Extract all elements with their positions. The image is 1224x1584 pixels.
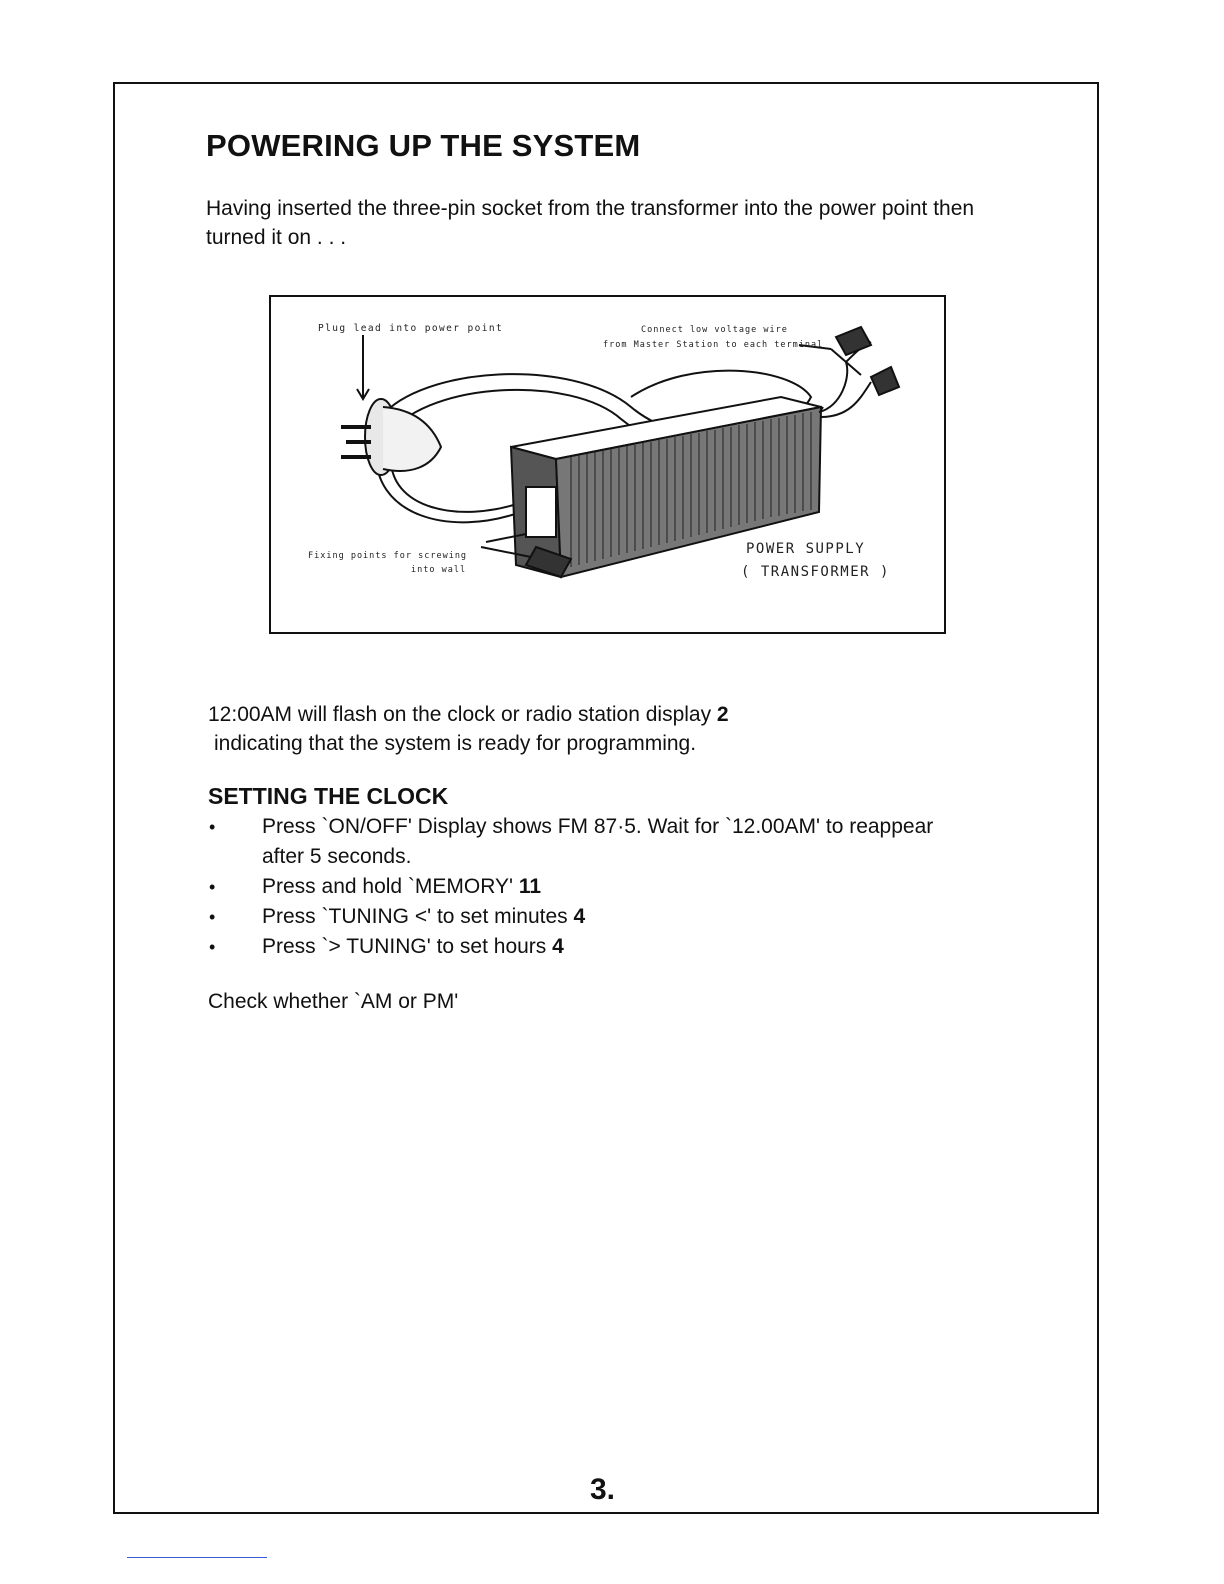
transformer-illustration <box>269 295 946 634</box>
step-ref-number: 4 <box>573 905 586 928</box>
label-power-supply: POWER SUPPLY <box>746 541 866 557</box>
label-transformer: ( TRANSFORMER ) <box>741 564 890 580</box>
list-item: • Press `ON/OFF' Display shows FM 87·5. Wait for `12.00AM' to reappear after 5 seconds. <box>206 812 966 872</box>
page-number: 3. <box>590 1473 616 1506</box>
step-ref-number: 11 <box>518 875 542 898</box>
label-fixing-line2: into wall <box>411 565 467 575</box>
clock-steps-list <box>206 812 966 962</box>
list-item: • Press `> TUNING' to set hours 4 <box>206 932 966 962</box>
step-ref-number: 4 <box>552 935 564 958</box>
list-item: • Press `TUNING <' to set minutes 4 <box>206 902 966 932</box>
label-connect-line1: Connect low voltage wire <box>641 325 788 335</box>
display-line1: 12:00AM will flash on the clock or radio station display <box>208 703 717 726</box>
check-am-pm-text: Check whether `AM or PM' <box>208 990 459 1013</box>
setting-clock-heading: SETTING THE CLOCK <box>208 783 449 809</box>
label-connect-line2: from Master Station to each terminal <box>603 340 824 350</box>
intro-paragraph: Having inserted the three-pin socket from the transformer into the power point then turned it on . . . <box>206 197 975 249</box>
label-fixing-line1: Fixing points for screwing <box>308 551 468 561</box>
display-ref-number: 2 <box>716 703 729 726</box>
label-plug-lead: Plug lead into power point <box>318 323 504 334</box>
footer-rule <box>127 1557 267 1558</box>
list-item: • Press and hold `MEMORY' 11 <box>206 872 966 902</box>
page-title: POWERING UP THE SYSTEM <box>206 128 641 163</box>
display-line2: indicating that the system is ready for programming. <box>214 732 697 755</box>
display-paragraph <box>208 700 968 758</box>
